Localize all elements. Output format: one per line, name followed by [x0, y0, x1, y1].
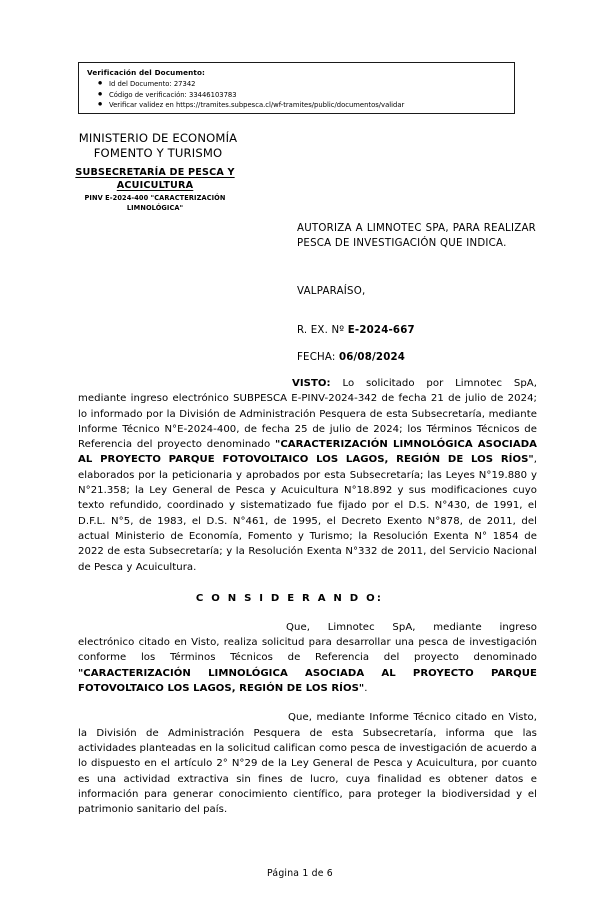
resolution-number-line — [297, 325, 415, 336]
subsecretaria-line-2: ACUICULTURA — [116, 180, 194, 191]
resolution-date-line — [297, 352, 405, 363]
project-reference — [46, 194, 264, 213]
visto-text-2: , elaborados por la peticionaria y aprobados por esta Subsecretaría; las Leyes N°19.880 y N°21.358; la Ley General de Pesca y Acuicultura N°18.892 y sus modificaciones cuyo texto refundido, coordinado y sistematizado fue fijado por el D.S. N°430, de 1991, el D.F.L. N°5, de 1983, el D.S. N°461, de 1995, el Decreto Exento N°878, de 2011, del actual Ministerio de Economía, Fomento y Turismo; la Resolución Exenta N° 1854 de 2022 de esta Subsecretaría; y la Resolución Exenta N°332 de 2011, del Servicio Nacional de Pesca y Acuicultura. — [78, 454, 537, 573]
subsecretaria-line-1: SUBSECRETARÍA DE PESCA Y — [75, 167, 235, 178]
considerando-p1-project-name: "CARACTERIZACIÓN LIMNOLÓGICA ASOCIADA AL PROYECTO PARQUE FOTOVOLTAICO LOS LAGOS, REGIÓN DE LOS RÍOS" — [78, 667, 537, 695]
verification-box — [78, 62, 515, 114]
resolution-number-value: E-2024-667 — [347, 325, 415, 336]
visto-heading: VISTO: — [292, 378, 331, 389]
verification-item-id: ● Id del Documento: 27342 — [109, 79, 508, 90]
ministry-heading — [28, 131, 288, 160]
resolution-date-value: 06/08/2024 — [338, 352, 406, 363]
ministry-line-2: FOMENTO Y TURISMO — [93, 145, 223, 160]
verification-item-code: ● Código de verificación: 33446103783 — [109, 90, 508, 101]
authorization-subject: AUTORIZA A LIMNOTEC SPA, PARA REALIZAR PESCA DE INVESTIGACIÓN QUE INDICA. — [297, 223, 536, 249]
project-reference-line-2: LIMNOLÓGICA" — [126, 203, 184, 212]
ministry-line-1: MINISTERIO DE ECONOMÍA — [78, 131, 238, 145]
considerando-p1-text-2: . — [364, 683, 368, 695]
verification-list — [87, 79, 508, 111]
visto-project-name: "CARACTERIZACIÓN LIMNOLÓGICA ASOCIADA AL PROYECTO PARQUE FOTOVOLTAICO LOS LAGOS, REGIÓN DE LOS RÍOS" — [78, 439, 538, 466]
considerando-paragraph-1 — [78, 620, 537, 696]
visto-text-1: Lo solicitado por Limnotec SpA, mediante ingreso electrónico SUBPESCA E-PINV-2024-342 de fecha 21 de julio de 2024; lo informado por la División de Administración Pesquera de esta Subsecretaría, mediante Informe Técnico N°E-2024-400, de fecha 25 de julio de 2024; los Términos Técnicos de Referencia del proyecto denominado — [78, 378, 537, 451]
resolution-date-label: FECHA: — [297, 352, 339, 363]
verification-item-url[interactable]: ● Verificar validez en https://tramites.subpesca.cl/wf-tramites/public/documentos/validar — [109, 100, 508, 111]
subsecretaria-heading — [30, 166, 280, 192]
verification-title: Verificación del Documento: — [87, 68, 206, 77]
page-number: Página 1 de 6 — [267, 868, 333, 879]
document-body — [78, 376, 537, 817]
project-reference-line-1: PINV E-2024-400 "CARACTERIZACIÓN — [84, 194, 226, 202]
page-footer — [0, 868, 600, 879]
considerando-p1-text-1: Que, Limnotec SpA, mediante ingreso electrónico citado en Visto, realiza solicitud para desarrollar una pesca de investigación conforme los Términos Técnicos de Referencia del proyecto denominado — [78, 621, 537, 664]
considerando-p2-text: Que, mediante Informe Técnico citado en Visto, la División de Administración Pesquera de esta Subsecretaría, informa que las actividades planteadas en la solicitud califican como pesca de investigación de acuerdo a lo dispuesto en el artículo 2° N°29 de la Ley General de Pesca y Acuicultura, por cuanto es una actividad extractiva sin fines de lucro, cuya finalidad es obtener datos e información para generar conocimiento científico, para proteger la biodiversidad y el patrimonio sanitario del país. — [78, 712, 537, 816]
visto-paragraph — [78, 376, 537, 575]
resolution-number-label: R. EX. Nº — [297, 325, 348, 336]
considerando-heading: C O N S I D E R A N D O: — [195, 592, 384, 604]
city-line: VALPARAÍSO, — [297, 286, 366, 297]
considerando-paragraph-2 — [78, 710, 537, 817]
